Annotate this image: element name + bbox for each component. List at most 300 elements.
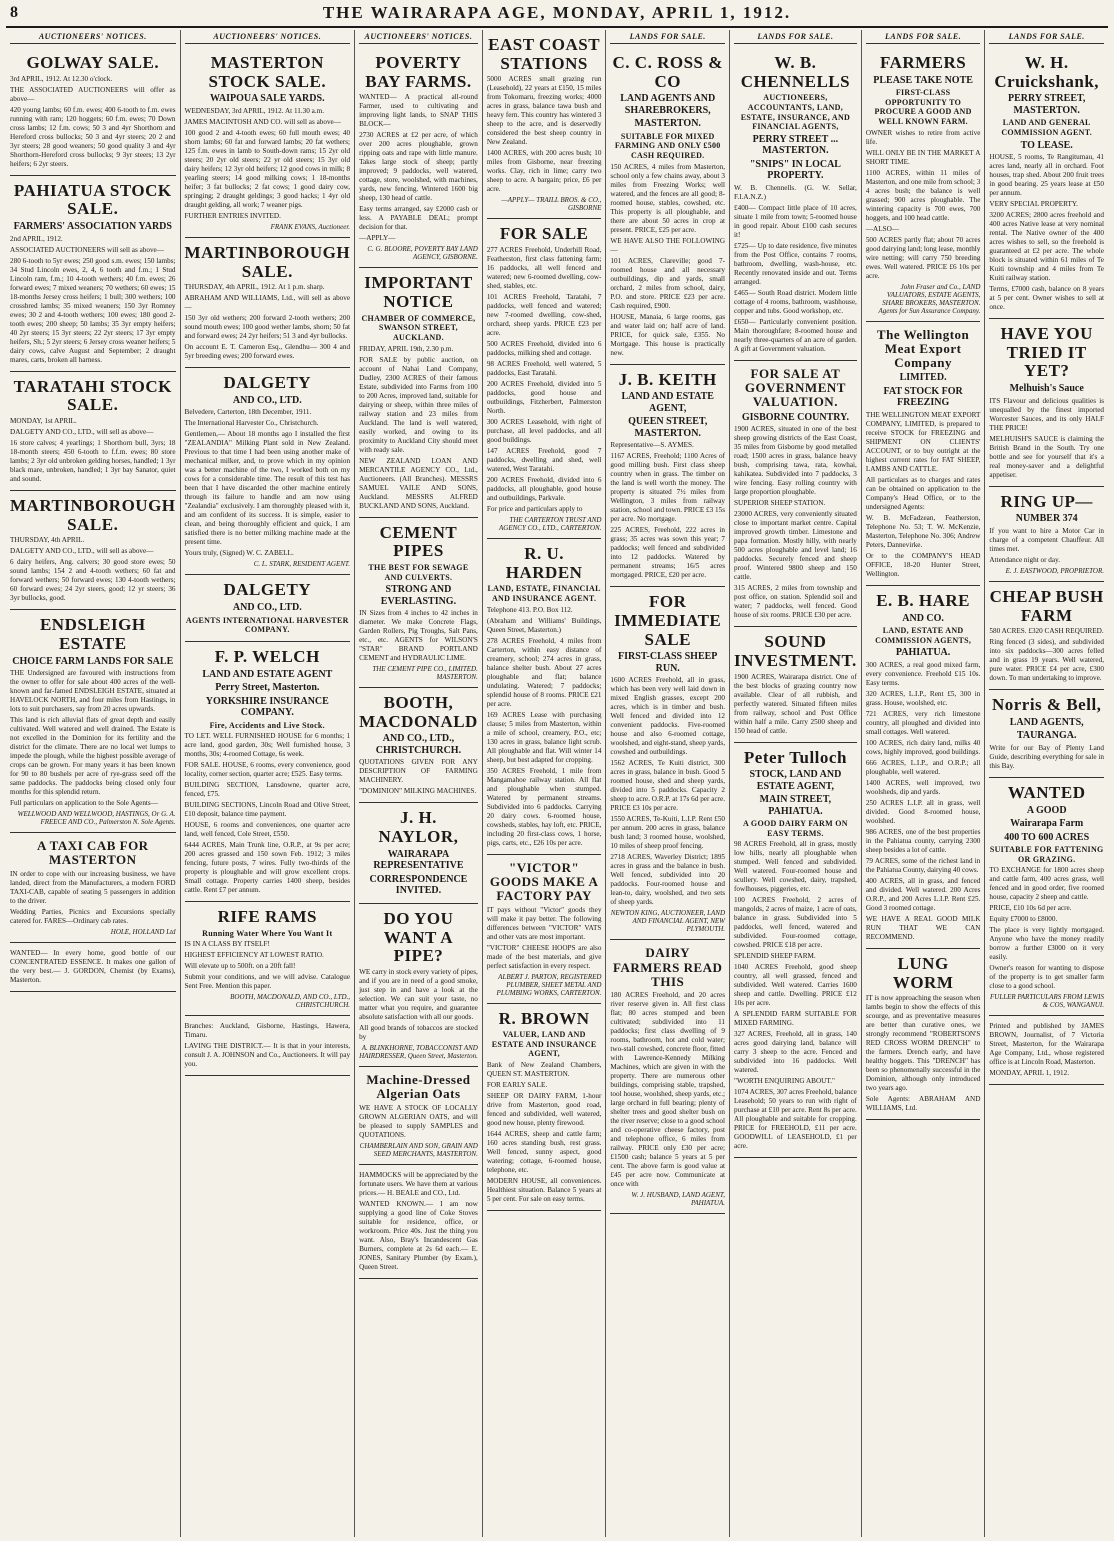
ad-paragraph: All good brands of tobaccos are stocked by (359, 1023, 478, 1041)
ad-paragraph: JAMES MACINTOSH AND CO. will sell as above— (184, 117, 341, 126)
ad-title: The Wellington Meat Export Company (876, 326, 970, 371)
ad-subheading: LAND AGENTS, (1009, 716, 1084, 728)
ad-paragraph: FRIDAY, APRIL 19th, 2.30 p.m. (359, 344, 454, 353)
ad-paragraph: Easy terms arranged, say £2000 cash or less. A PAYABLE DEAL; prompt decision for that. (359, 205, 478, 232)
advertisement (610, 940, 725, 1214)
column-heading: AUCTIONEERS' NOTICES. (185, 30, 351, 44)
advertisement (734, 743, 857, 1159)
ad-paragraph: 350 ACRES Freehold, 1 mile from Mangamahoe railway station. All flat and ploughable when stumped. Watered by permanent streams. Subdivided into 6 paddocks. Carrying 20 dairy cows. 6-roomed house, cowsheds, stables, hay loft, etc. PRICE, including 20 first-class cows, 1 horse, pigs, carts, etc., £26 10s per acre. (486, 766, 602, 847)
ad-paragraph: Representative—S. AYMES. (610, 441, 694, 450)
ad-paragraph: VERY SPECIAL PROPERTY. (989, 200, 1078, 209)
ad-title: PAHIATUA STOCK SALE. (13, 180, 172, 219)
column-heading: AUCTIONEERS' NOTICES. (359, 30, 478, 44)
ad-title: FOR SALE (499, 224, 589, 244)
ad-subheading: TO LEASE. (1020, 139, 1073, 151)
column-3 (355, 30, 483, 1537)
ad-subheading: Perry Street, Masterton. (215, 682, 320, 693)
ad-paragraph: THURSDAY, 4th APRIL, 1912. At 1 p.m. sharp. (184, 283, 325, 292)
ad-paragraph: WANTED— In every home, good bottle of our CONCENTRATED ESSENCE. It makes one gallon of the very best.— J. GORDON, Chemist (by Exams), Masterton. (10, 948, 176, 984)
ad-paragraph: 666 ACRES, L.I.P., and O.R.P.; all ploughable, well watered. (865, 758, 981, 776)
advertisement (487, 539, 602, 855)
ad-paragraph: W. B. Chennells. (G. W. Sellar, F.I.A.N.Z.) (734, 183, 857, 201)
column-heading: LANDS FOR SALE. (989, 30, 1104, 44)
ad-subheading: AND CO., LTD. (232, 602, 302, 614)
ad-signature: ALBERT J. PARTON, REGISTERED PLUMBER, SHEET METAL AND PLUMBING WORKS, CARTERTON. (496, 972, 602, 997)
ad-subheading: STRONG AND EVERLASTING. (380, 584, 457, 607)
ad-subheading: FIRST-CLASS SHEEP RUN. (618, 651, 718, 674)
ad-subheading: AND CO., LTD., CHRISTCHURCH. (375, 733, 462, 756)
ad-subheading: VALUER, LAND AND ESTATE AND INSURANCE AGENT, (491, 1030, 597, 1059)
ad-paragraph: If you want to hire a Motor Car in charge of a competent Chauffeur. All times met. (989, 526, 1104, 553)
ad-paragraph: 225 ACRES, Freehold, 222 acres in grass; 35 acres was sown this year; 7 paddocks; well fenced and subdivided into 12 paddocks. Watered by permanent streams; 16/5 acres mortgaged. PRICE, £20 per acre. (610, 526, 726, 580)
ad-paragraph: £400— Compact little place of 10 acres, situate 1 mile from town; 5-roomed house in good repair. About £100 cash secures it! (734, 203, 857, 239)
advertisement (866, 949, 981, 1120)
ad-signature: FRANK EVANS, Auctioneer. (270, 222, 351, 231)
ad-title: DAIRY FARMERS READ THIS (613, 945, 723, 989)
advertisement (989, 487, 1104, 582)
ad-paragraph: 1600 ACRES Freehold, all in grass, which has been very well laid down in mixed English grasses, except 200 acres, which is in timber and bush. Well fenced and divided into 12 convenient paddocks. Five-roomed house and also 6-roomed cottage, woolshed, and eight-stand, sheep yards, cowshed and outbuildings. (610, 676, 726, 757)
ad-paragraph: 250 ACRES L.I.P. all in grass, well divided. Good 8-roomed house, woolshed. (865, 798, 981, 825)
ad-paragraph: 580 ACRES. £320 CASH REQUIRED. (989, 627, 1104, 636)
ad-paragraph: Terms, £7000 cash, balance on 8 years at 5 per cent. Owner wishes to sell at once. (989, 285, 1104, 312)
ad-subheading: CHOICE FARM LANDS FOR SALE (12, 655, 174, 667)
ad-paragraph: BUILDING SECTION, Lansdowne, quarter acre, fenced, £75. (184, 781, 351, 799)
columns-container (6, 30, 1108, 1537)
ad-paragraph: —ALSO— (865, 224, 899, 233)
ad-paragraph: FOR SALE. HOUSE, 6 rooms, every convenience, good locality, corner section, quarter acre; £525. Easy terms. (184, 761, 351, 779)
ad-signature: FULLER PARTICULARS FROM LEWIS & COS, WANGANUI. (989, 993, 1104, 1010)
ad-subheading: MASTERTON. (634, 118, 701, 130)
ad-paragraph: WANTED— A practical all-round Farmer, used to cultivating and improving light lands, to SNAP THIS BLOCK— (359, 93, 478, 129)
ad-subheading: CHAMBER OF COMMERCE, SWANSON STREET, AUCKLAND. (361, 313, 476, 342)
ad-paragraph: 1550 ACRES, Te-Kuiti, L.I.P. Rent £50 per annum. 200 acres in grass, balance bush land; 3 roomed house, woolshed, 10 miles of sheep proof fencing. (610, 815, 726, 851)
ad-paragraph: IN order to cope with our increasing business, we have landed, direct from the Manufacturers, a modern FORD TAXI-CAB, capable of seating 5 passengers in addition to the driver. (10, 869, 176, 905)
ad-paragraph: —APPLY— (359, 234, 396, 243)
advertisement (10, 176, 176, 372)
ad-title: A TAXI CAB FOR MASTERTON (36, 838, 149, 868)
advertisement (989, 1016, 1104, 1085)
ad-paragraph: SHEEP OR DAIRY FARM, 1-hour drive from Masterton, good road, fenced and subdivided, well watered, good new house, plenty firewood. (486, 1091, 602, 1127)
ad-paragraph: 278 ACRES Freehold, 4 miles from Carterton, within easy distance of creamery, school; 274 acres in grass, balance shelter bush. About 27 acres ploughable and flat; balance undulating. Watered; 7 paddocks; splendid house of 8 rooms. PRICE £21 per acre. (486, 636, 602, 708)
column-7 (862, 30, 986, 1537)
ad-title: MARTINBOROUGH SALE. (184, 242, 351, 281)
advertisement (359, 518, 478, 689)
ad-paragraph: Equity £7000 to £8000. (989, 915, 1058, 924)
ad-paragraph: HAMMOCKS will be appreciated by the fortunate users. We have them at various prices.— H. BEALE and CO., Ltd. (359, 1170, 478, 1197)
ad-title: RING UP— (1000, 491, 1093, 511)
ad-paragraph: On account E. T. Cameron Esq., Glendhu— 300 4 and 5yr breeding ewes; 200 forward ewes. (184, 343, 351, 361)
ad-subheading: LAND AND ESTATE AGENT, (621, 391, 714, 414)
column-heading: LANDS FOR SALE. (734, 30, 857, 44)
advertisement (10, 48, 176, 176)
advertisement (185, 1016, 351, 1076)
ad-subheading: PLEASE TAKE NOTE (873, 74, 973, 86)
ad-paragraph: DALGETY AND CO., LTD., will sell as above— (10, 547, 154, 556)
ad-title: R. BROWN (498, 1008, 590, 1028)
ad-paragraph: 1562 ACRES, Te Kuiti district, 300 acres in grass, balance in bush. Good 5 roomed house, shed and sheep yards, divided into 5 paddocks. Capacity 2 sheep to acre. O.R.P. at 17s 6d per acre. PRICE £3 10s per acre. (610, 759, 726, 813)
ad-paragraph: FURTHER ENTRIES INVITED. (184, 211, 281, 220)
advertisement (359, 1165, 478, 1279)
ad-title: Peter Tulloch (743, 747, 847, 767)
ad-paragraph: MODERN HOUSE, all conveniences. Healthiest situation. Balance 5 years at 5 per cent. For sale on easy terms. (486, 1176, 602, 1203)
ad-paragraph: SPLENDID SHEEP FARM. (734, 952, 816, 961)
ad-title: F. P. WELCH (214, 646, 320, 666)
ad-paragraph: 327 ACRES, Freehold, all in grass, 140 acres good dairying land, balance will carry 3 sheep to the acre. Fenced and subdivided into 16 paddocks. Well watered. (734, 1030, 857, 1075)
ad-title: ENDSLEIGH ESTATE (39, 615, 146, 653)
ad-paragraph: Printed and published by JAMES BROWN, Journalist, of 7 Victoria Street, Masterton, for the Wairarapa Age Company, Ltd., whose registered office is at Lincoln Road, Masterton. (989, 1022, 1104, 1067)
ad-subheading: PERRY STREET, MASTERTON. (1007, 93, 1086, 116)
ad-subheading: FIRST-CLASS OPPORTUNITY TO PROCURE A GOOD AND WELL KNOWN FARM. (874, 88, 972, 126)
advertisement (734, 48, 857, 361)
ad-paragraph: 420 young lambs; 60 f.m. ewes; 400 6-tooth to f.m. ewes running with ram; 120 hoggets; 60 f.m. ewes; 70 Down cross lambs; 12 f.m. cows; 50 3 and 4yr Shorthorn and Hereford cross bullocks; 50 3 and 4yr steers; 20 2 and 3yr steers; 28 good weaners; 50 good quality 3 and 4yr Shorthorn-Hereford cross bullocks; 9 3yr steers; 13 2yr heifers; 6 2yr steers. (10, 105, 176, 168)
ad-paragraph: 400 ACRES, all in grass, and fenced and divided. Well watered. 200 Acres O.R.P., and 200 Acres L.I.P. Rent £25. Good 3 roomed cottage. (865, 876, 981, 912)
ad-paragraph: Full particulars on application to the Sole Agents— (10, 799, 158, 808)
ad-paragraph: WE HAVE A STOCK OF LOCALLY GROWN ALGERIAN OATS, and will be pleased to supply SAMPLES and QUOTATIONS. (359, 1103, 478, 1139)
page-number: 8 (10, 4, 18, 21)
ad-subheading: FARMERS' ASSOCIATION YARDS (13, 221, 172, 233)
ad-title: DALGETY (223, 580, 312, 600)
ad-title: Machine-Dressed Algerian Oats (366, 1071, 471, 1102)
ad-title: MARTINBOROUGH SALE. (10, 495, 176, 534)
advertisement (185, 368, 351, 575)
ad-paragraph: Telephone 413. P.O. Box 112. (486, 605, 573, 614)
ad-paragraph: Wedding Parties, Picnics and Excursions specially catered for. FARES—Ordinary cab rates. (10, 907, 176, 925)
advertisement (866, 322, 981, 586)
ad-paragraph: For price and particulars apply to (486, 505, 583, 514)
ad-subheading: LIMITED. (899, 372, 947, 384)
column-4 (483, 30, 607, 1537)
ad-subheading: AND CO. (902, 612, 944, 624)
ad-signature: NEWTON KING, AUCTIONEER, LAND AND FINANCIAL AGENT, NEW PLYMOUTH. (610, 909, 726, 934)
ad-paragraph: 3200 ACRES; 2800 acres freehold and 400 acres Native lease at very nominal rental. The Native owner of the 400 acres wishes to sell, so the freehold is guaranteed at £2 per acre. The whole block is situated within 61 miles of Te Kuiti township and 4 miles from Te Kuiti railway station. (989, 211, 1104, 283)
advertisement (359, 688, 478, 803)
ad-subheading: Running Water Where You Want It (202, 928, 333, 938)
ad-paragraph: IS IN A CLASS BY ITSELF! (184, 940, 270, 949)
advertisement (185, 902, 351, 1016)
ad-paragraph: Bank of New Zealand Chambers, QUEEN ST. MASTERTON. (486, 1060, 602, 1078)
ad-subheading: AUCTIONEERS, ACCOUNTANTS, LAND, ESTATE, INSURANCE, AND FINANCIAL AGENTS, (740, 93, 851, 132)
ad-paragraph: 79 ACRES, some of the richest land in the Pahiatua County, dairying 40 cows. (865, 856, 981, 874)
advertisement (10, 491, 176, 610)
advertisement (487, 30, 602, 219)
ad-paragraph: 98 ACRES Freehold, well watered, 5 paddocks, East Taratahi. (486, 360, 602, 378)
ad-signature: THE CEMENT PIPE CO., LIMITED. MASTERTON. (372, 665, 478, 682)
ad-subheading: GISBORNE COUNTRY. (741, 411, 849, 423)
ad-title: W. H. Cruickshank, (994, 53, 1100, 91)
ad-paragraph: QUOTATIONS GIVEN FOR ANY DESCRIPTION OF FARMING MACHINERY. (359, 758, 478, 785)
ad-subheading: YORKSHIRE INSURANCE COMPANY. (205, 695, 329, 718)
ad-paragraph: 1100 ACRES, within 11 miles of Masterton, and one mile from school; 3 4 acres bush; the balance is well grassed; 900 acres ploughable. The wintering capacity is 700 ewes, 700 hoggets, and 100 head cattle. (865, 168, 981, 222)
ad-paragraph: HOUSE, 5 rooms, Te Rangitumau, 41 acres land, nearly all in orchard. Foot houses, trap shed. About 200 fruit trees in good bearing. 25 years lease at £50 per annum. (989, 153, 1104, 198)
ad-paragraph: 169 ACRES Lease with purchasing clause; 5 miles from Masterton, within a mile of school, creamery, P.O., etc; 130 acres in grass, balance light scrub. All ploughable and flat. Will winter 14 sheep, but best adapted for cropping. (486, 710, 602, 764)
ad-paragraph: PRICE, £10 10s 6d per acre. (989, 904, 1072, 913)
ad-paragraph: Will elevate up to 500ft. on a 20ft fall! (184, 962, 296, 971)
ad-subheading: PERRY STREET ... MASTERTON. (752, 133, 839, 157)
ad-paragraph: ITS Flavour and delicious qualities is unequalled by the finest imported Worcester Sauces, and its only HALF THE PRICE! (989, 396, 1104, 432)
ad-paragraph: IT pays without "Victor" goods they will make it pay better. The following differences between "VICTOR" VATS and other vats are most important. (486, 905, 602, 941)
ad-title: WANTED (1007, 782, 1086, 802)
ad-subheading: "SNIPS" IN LOCAL PROPERTY. (749, 158, 841, 182)
ad-subheading: MAIN STREET, PAHIATUA. (759, 794, 832, 817)
ad-title: J. H. NAYLOR, (378, 808, 459, 847)
ad-subheading: Melhuish's Sauce (1009, 383, 1084, 395)
ad-paragraph: 2730 ACRES at £2 per acre, of which over 200 acres ploughable, grown ripping oats and rape with little manure. Takes large stock of sheep; partly improved; 9 paddocks, well watered, cottage, store, woolshed, with machines, yards, new fencing. Wintered 1600 big sheep, 130 head of cattle. (359, 131, 478, 203)
ad-paragraph: MELHUISH'S SAUCE is claiming the British Brand in the South. Try one bottle and see for yourself that it's a real money-saver and a delightful appetiser. (989, 434, 1104, 479)
ad-paragraph: 2718 ACRES, Waverley District; 1895 acres in grass and the balance in bush. Well fenced, subdivided into 20 paddocks. Four-roomed house and lean-to, dairy, woolshed, and two sets of sheep yards. (610, 853, 726, 907)
advertisement (10, 833, 176, 943)
ad-paragraph: "VICTOR" CHEESE HOOPS are also made of the best materials, and give perfect satisfaction in every respect. (486, 943, 602, 970)
ad-paragraph: (Abraham and Williams' Buildings, Queen Street, Masterton.) (486, 616, 602, 634)
ad-paragraph: WE carry in stock every variety of pipes, and if you are in need of a good smoke, just step in and have a look at the selection. We can suit your taste, no matter what you require, and guarantee absolute satisfaction with all our goods. (359, 967, 478, 1021)
ad-signature: CHAMBERLAIN AND SON, GRAIN AND SEED MERCHANTS, MASTERTON. (359, 1141, 478, 1158)
ad-paragraph: 200 ACRES Freehold, divided into 6 paddocks, all ploughable, good house and outbuildings, Parkvale. (486, 476, 602, 503)
ad-paragraph: 1900 ACRES, Wairarapa district. One of the best blocks of grazing country now available. Clear of all rubbish, and perfectly watered. Situated fifteen miles from railway, school and Post Office within half a mile. Carry 2500 sheep and 150 head of cattle. (734, 672, 857, 735)
advertisement (989, 778, 1104, 1016)
ad-title: MASTERTON STOCK SALE. (208, 53, 327, 91)
ad-subheading: THE BEST FOR SEWAGE AND CULVERTS. (368, 562, 469, 582)
advertisement (610, 587, 725, 940)
ad-paragraph: £725— Up to date residence, five minutes from the Post Office, contains 7 rooms, bathroom, dwelling, wash-house, etc. Recently renovated inside and out. Terms arranged. (734, 241, 857, 286)
ad-paragraph: HOUSE, 6 rooms and conveniences, one quarter acre land, well fenced, Cole Street, £550. (184, 821, 351, 839)
ad-subheading: LAND AND ESTATE AGENT (202, 668, 333, 680)
ad-paragraph: FOR SALE by public auction, on account of Nahai Land Company, Dudley, 2300 ACRES of their famous Estate, subdivided into Farms from 100 to 200 Acres, improved land, suitable for dairying or sheep, within three miles of railway station and 23 miles from Auckland. The land is well watered, easily worked, and owing to its proximity to Auckland City should meet with ready sale. (359, 355, 478, 454)
ad-title: EAST COAST STATIONS (488, 35, 601, 73)
column-5 (606, 30, 730, 1537)
ad-paragraph: "WORTH ENQUIRING ABOUT." (734, 1077, 835, 1086)
ad-paragraph: Write for our Bay of Plenty Land Guide, describing everything for sale in this Bay. (989, 743, 1104, 770)
ad-paragraph: The International Harvester Co., Christchurch. (184, 419, 319, 428)
ad-paragraph: ABRAHAM AND WILLIAMS, Ltd., will sell as above— (184, 294, 351, 312)
column-8 (985, 30, 1108, 1537)
advertisement (487, 219, 602, 539)
advertisement (359, 48, 478, 268)
ad-title: R. U. HARDEN (505, 544, 583, 582)
ad-paragraph: 300 ACRES Leasehold, with right of purchase, all level paddocks, and all good buildings. (486, 418, 602, 445)
ad-title: DALGETY (223, 373, 312, 393)
ad-paragraph: WANTED KNOWN.— I am now supplying a good line of Coke Stoves suitable for residence, office, or workroom. Price 40s. Just the thing you want. Also, Bray's Incandescent Gas Burners, complete at 2s 6d each.— E. JONES, Sanitary Plumber (by Exam.), Queen Street. (359, 1199, 478, 1271)
ad-paragraph: 6444 ACRES, Main Trunk line, O.R.P., at 9s per acre; 200 acres grassed and 150 sown Feb. 1912; 3 miles fencing, future posts, 7 wires. Fully two-thirds of the property is ploughable and will grow excellent crops. Small cottage. Property carries 1400 sheep, besides cattle. Rent £7 per annum. (184, 841, 351, 895)
ad-paragraph: THE ASSOCIATED AUCTIONEERS will offer as above— (10, 85, 176, 103)
ad-title: TARATAHI STOCK SALE. (13, 376, 172, 415)
ad-paragraph: OWNER wishes to retire from active life. (865, 128, 981, 146)
advertisement (989, 582, 1104, 690)
ad-signature: THE CARTERTON TRUST AND AGENCY CO., LTD., CARTERTON. (499, 516, 602, 533)
ad-paragraph: NEW ZEALAND LOAN AND MERCANTILE AGENCY CO., Ltd., Auctioneers. (All Branches). MESSRS SAMUEL VAILE AND SONS, Auckland. MESSRS ALFRED BUCKLAND AND SONS, Auckland. (359, 456, 478, 510)
ad-signature: —APPLY— TRAILL BROS. & CO., GISBORNE (501, 196, 602, 213)
column-2 (181, 30, 356, 1537)
ad-paragraph: £465— South Road district. Modern little cottage of 4 rooms, bathroom, washhouse, copper and tubs. Good workshop, etc. (734, 288, 857, 315)
ad-paragraph: SUPERIOR SHEEP STATION. (734, 499, 826, 508)
ad-subheading: AGENTS INTERNATIONAL HARVESTER COMPANY. (185, 615, 349, 635)
ad-paragraph: HOUSE, Manaia, 6 large rooms, gas and water laid on; half acre of land. PRICE, for quick sale, £355. No Mortgage. This house is practically new. (610, 312, 726, 357)
advertisement (185, 642, 351, 902)
ad-title: HAVE YOU TRIED IT YET? (1000, 324, 1093, 381)
ad-subheading: LAND AGENTS AND SHAREBROKERS, (620, 93, 716, 116)
ad-subheading: Wairarapa Farm (1010, 818, 1084, 830)
newspaper-title: THE WAIRARAPA AGE, MONDAY, APRIL 1, 1912. (322, 3, 792, 22)
ad-paragraph: 1074 ACRES, 307 acres Freehold, balance Leasehold; 50 years to run with right of purchase at £10 per acre. Rent 8s per acre. All ploughable and suitable for cropping. PRICE for FREEHOLD, £11 per acre. GOODWILL of LEASEHOLD, £1 per acre. (734, 1088, 857, 1151)
ad-paragraph: MONDAY, APRIL 1, 1912. (989, 1069, 1070, 1078)
ad-subheading: SUITABLE FOR MIXED FARMING AND ONLY £500 CASH REQUIRED. (614, 131, 721, 161)
ad-paragraph: 6 dairy heifers, Ang. calvers; 30 good store ewes; 50 sound lambs; 154 2 and 4-tooth wethers; 60 fat and forward wethers; 50 forward ewes; 130 4-tooth wethers; 60 forward ewes; 24 2yr steers, good; 12 yr steers; 36 3yr bullocks, good. (10, 558, 176, 603)
ad-subheading: A GOOD (1026, 804, 1067, 816)
ad-title: FARMERS (879, 53, 967, 72)
ad-signature: John Fraser and Co., LAND VALUATORS, ESTATE AGENTS, SHARE BROKERS, MASTERTON. Agents for Sun Assurance Company. (878, 282, 981, 315)
ad-title: E. B. HARE (876, 590, 970, 610)
ad-paragraph: Sole Agents: ABRAHAM AND WILLIAMS, Ltd. (865, 1095, 981, 1113)
ad-title: W. B. CHENNELLS (740, 53, 851, 91)
ad-subheading: WAIPOUA SALE YARDS. (210, 93, 325, 105)
ad-subheading: A GOOD DAIRY FARM ON EASY TERMS. (743, 819, 848, 838)
ad-title: FOR SALE AT GOVERNMENT VALUATION. (744, 365, 846, 410)
ad-title: J. B. KEITH (618, 369, 717, 389)
ad-paragraph: 1040 ACRES Freehold, good sheep country, all well grassed, fenced and subdivided. Well watered. Carries 1600 sheep and cattle. Dwelling. PRICE £12 10s per acre. (734, 963, 857, 1008)
ad-paragraph: 200 ACRES Freehold, divided into 5 paddocks, good house and outbuildings, Fitzherbert, Palmerston North. (486, 380, 602, 416)
ad-paragraph: The place is very lightly mortgaged. Anyone who have the money readily borrow a further £3000 on it very easily. (989, 926, 1104, 962)
ad-paragraph: 500 ACRES Freehold, divided into 6 paddocks, milking shed and cottage. (486, 340, 602, 358)
ad-paragraph: HIGHEST EFFICIENCY AT LOWEST RATIO. (184, 951, 324, 960)
advertisement (359, 803, 478, 903)
ad-paragraph: 23000 ACRES, very conveniently situated close to important market centre. Capital improved growth timber. Limestone and papa formation. Mostly hilly, with nearly 500 acres ploughable and level land; 16 paddocks. Securely fenced and sheep proof. Wintered 9800 sheep and 150 cattle. (734, 510, 857, 582)
ad-paragraph: Yours truly, (Signed) W. C. ZABELL. (184, 549, 294, 558)
ad-paragraph: 1644 ACRES, sheep and cattle farm; 160 acres standing bush, rest grass. Well fenced, sunny aspect, good watering; cottage, 6-roomed house, telephone, etc. (486, 1129, 602, 1174)
column-6 (730, 30, 862, 1537)
ad-signature: W. J. HUSBAND, LAND AGENT, PAHIATUA. (631, 1191, 726, 1208)
ad-paragraph: 16 store calves; 4 yearlings; 1 Shorthorn bull, 3yrs; 18 18-month steers; 450 6-tooth to f.f.m. ewes; 80 store lambs; 2 3yr old unbroken gelding horses, handled; 1 3yr black mare, unbroken, handled; 1 3yr bay Sanator, quiet and sound. (10, 438, 176, 483)
ad-title: GOLWAY SALE. (26, 53, 160, 72)
advertisement (866, 586, 981, 949)
ad-paragraph: Owner's reason for wanting to dispose of the property is to get smaller farm close to a good school. (989, 964, 1104, 991)
ad-paragraph: WE HAVE ALSO THE FOLLOWING— (610, 236, 726, 254)
advertisement (989, 690, 1104, 778)
ad-paragraph: 147 ACRES Freehold, good 7 paddocks, dwelling and shed, well watered, West Taratahi. (486, 447, 602, 474)
ad-subheading: 400 TO 600 ACRES (1004, 831, 1090, 843)
ad-signature: A. BLINKHORNE, TOBACCONIST AND HAIRDRESSER, Queen Street, Masterton. (359, 1043, 478, 1060)
ad-paragraph: 1400 ACRES, with 200 acres bush; 10 miles from Gisborne, near freezing works. Clay, rich in lime; carry two sheep to acre. A bargain; price, £6 per acre. (486, 149, 602, 194)
advertisement (185, 575, 351, 641)
ad-signature: HOLE, HOLLAND Ltd (110, 927, 176, 936)
ad-signature: E. J. EASTWOOD, PROPRIETOR. (1005, 566, 1104, 575)
ad-subheading: LAND, ESTATE, FINANCIAL AND INSURANCE AGENT. (487, 584, 601, 604)
ad-paragraph: WILL ONLY BE IN THE MARKET A SHORT TIME. (865, 148, 981, 166)
ad-title: Norris & Bell, (991, 695, 1102, 715)
ad-paragraph: 1900 ACRES, situated in one of the best sheep growing districts of the East Coast, 35 miles from Gisborne by good metalled road; 1500 acres in grass, balance heavy bush, comprising tawa, rata, kowhai, kahikatea. Subdivided into 7 paddocks, 3 wire fencing. Easy rolling country with large proportion ploughable. (734, 425, 857, 497)
ad-subheading: CORRESPONDENCE INVITED. (369, 873, 468, 897)
ad-title: BOOTH, MACDONALD (359, 693, 478, 731)
ad-paragraph: 315 ACRES, 2 miles from township and post office, on station. Splendid soil and water; 7 paddocks, well fenced. Good house of six rooms. PRICE £30 per acre. (734, 584, 857, 620)
ad-title: POVERTY BAY FARMS. (365, 53, 472, 91)
ad-paragraph: Attendance night or day. (989, 555, 1060, 564)
ad-paragraph: THURSDAY, 4th APRIL. (10, 536, 85, 545)
column-heading: AUCTIONEERS' NOTICES. (10, 30, 176, 44)
ad-paragraph: TO LET. WELL FURNISHED HOUSE for 6 months; 1 acre land, good garden, 30s; Well furnished house, 3 months, 30s; 4-roomed Cottage, 6s week. (184, 732, 351, 759)
advertisement (610, 48, 725, 365)
ad-subheading: TAURANGA. (1016, 730, 1077, 742)
ad-paragraph: Belvedere, Carterton, 18th December, 1911. (184, 408, 312, 417)
ad-title: RIFE RAMS (217, 907, 317, 927)
ad-paragraph: 277 ACRES Freehold, Underhill Road, Featherston, first class fattening farm; 16 paddocks, all well fenced and watered; new 6-roomed dwelling, cow-shed, stables, etc. (486, 246, 602, 291)
ad-paragraph: 300 ACRES, a real good mixed farm, every convenience. Freehold £15 10s. Easy terms. (865, 660, 981, 687)
advertisement (359, 1067, 478, 1165)
ad-subheading: WAIRARAPA REPRESENTATIVE (373, 848, 464, 872)
ad-subheading: AND CO., LTD. (232, 394, 302, 406)
ad-paragraph: "DOMINION" MILKING MACHINES. (359, 787, 477, 796)
ad-paragraph: IT is now approaching the season when lambs begin to show the effects of this scourge, and as preventative measures are better than curative ones, we strongly recommend "ROBERTSON'S RED CROSS WORM DRENCH" to the farmers. Drench early, and have healthy hoggets. This "DRENCH" has been so phenomenally successful in the Dominion, although only introduced two years ago. (865, 994, 981, 1093)
ad-paragraph: 100 ACRES Freehold, 2 acres of mangolds, 2 acres of maize, 1 acre of oats, balance in grass. Subdivided into 5 paddocks, well fenced, watered and subdivided. Four-roomed cottage, cowshed. PRICE £18 per acre. (734, 896, 857, 950)
ad-subheading: NUMBER 374 (1015, 513, 1078, 525)
advertisement (989, 48, 1104, 319)
ad-paragraph: 100 ACRES, rich dairy land, milks 40 cows, highly improved, good buildings. (865, 738, 981, 756)
ad-paragraph: 101 ACRES Freehold, Taratahi, 7 paddocks, well fenced and watered; new 7-roomed dwelling, cow-shed, orchard, sheep yards. PRICE £23 per acre. (486, 293, 602, 338)
advertisement (487, 1004, 602, 1211)
ad-paragraph: 500 ACRES partly flat; about 70 acres good dairying land; long lease, monthly wire netting; will carry 750 breeding ewes. Well watered. PRICE £6 10s per acre. (865, 235, 981, 280)
ad-subheading: FAT STOCK FOR FREEZING (883, 385, 963, 409)
column-heading: LANDS FOR SALE. (610, 30, 725, 44)
ad-paragraph: Branches: Auckland, Gisborne, Hastings, Hawera, Timaru. (184, 1022, 351, 1040)
ad-subheading: LAND AND GENERAL COMMISSION AGENT. (1001, 118, 1093, 137)
ad-paragraph: 320 ACRES, L.I.P., Rent £5, 300 in grass. House, woolshed, etc. (865, 689, 981, 707)
ad-title: SOUND INVESTMENT. (734, 632, 857, 670)
ad-paragraph: All particulars as to charges and rates can be obtained on application to the Company's Head Office, or to the undersigned Agents: (865, 475, 981, 511)
advertisement (359, 268, 478, 517)
masthead (6, 0, 1108, 28)
ad-paragraph: 1400 ACRES, well improved, two woolsheds, dip and yards. (865, 778, 981, 796)
ad-paragraph: 2nd APRIL, 1912. (10, 234, 63, 243)
ad-paragraph: A SPLENDID FARM SUITABLE FOR MIXED FARMING. (734, 1010, 857, 1028)
ad-paragraph: IN Sizes from 4 inches to 42 inches in diameter. We make Concrete Flags, Garden Rollers, Pig Troughs, Salt Pans, etc., etc. AGENTS for WILSON'S "STAR" BRAND PORTLAND CEMENT and HYDRAULIC LIME. (359, 609, 478, 663)
ad-paragraph: This land is rich alluvial flats of great depth and easily cultivated. Well watered and well drained. The Estate is not excelled in the Dominion for its fertility and the district for the climate. There are no local wet lumps to impede the plough, while the highest possible average of crops can be grown. For many years it has been known for 90 to 80 bushels per acre of rye-grass seed off the same paddocks. The paddocks being closed only four months for this splendid return. (10, 716, 176, 797)
ad-paragraph: 280 6-tooth to 5yr ewes; 250 good s.m. ewes; 150 lambs; 34 Stud Lincoln ewes, 2, 4, 6 tooth and f.m.; 1 Stud Lincoln ram, f.m.; 10 4-tooth wethers; 40 f.m. ewes; 26 forward ewes; 7 mixed weaners; 70 wethers; 60 ewes; 15 18-months Jersey cross heifers; 1 bull; 300 wethers; 100 crossbred lambs; 35 mixed weaners; 150 3yr Romney ewes; 30 2 and 4-tooth wethers; 100 ewes; 180 good 2-tooth ewes; 200 sheep; 50 lambs; 35 3yr empty heifers; 40 2yr steers; 15 3yr steers; 22 2yr steers; 17 3yr empty heifers, Sh.; 5 2yr steers; 6 Jersey cross weaner heifers; 5 dairy cows, calve August and September; 2 draught mares, carts, broken all harness. (10, 256, 176, 364)
advertisement (734, 361, 857, 627)
ad-paragraph: 5000 ACRES small grazing run (Leasehold), 22 years at £150, 15 miles from Tokomaru, freezing works; 4000 acres in grass, balance tawa bush and heavy fern. This country has wintered 3 sheep to the acre, and is deservedly considered the best sheep country in New Zealand. (486, 75, 602, 147)
ad-paragraph: 3rd APRIL, 1912. At 12.30 o'clock. (10, 74, 113, 83)
ad-paragraph: 150 3yr old wethers; 200 forward 2-tooth wethers; 200 sound mouth ewes; 100 good wether lambs, shorn; 50 fat and forward ewes; 24 2yr heifers; 51 3 and 4yr bullocks. (184, 314, 351, 341)
advertisement (10, 610, 176, 833)
ad-title: CHEAP BUSH FARM (989, 586, 1104, 625)
ad-subheading: QUEEN STREET, MASTERTON. (628, 416, 708, 439)
ad-paragraph: LAVING THE DISTRICT.— It is that in your interests, consult J. A. JOHNSON and Co., Auctioneers. It will pay you. (184, 1042, 351, 1069)
advertisement (487, 855, 602, 1004)
ad-paragraph: THE Undersigned are favoured with instructions from the owner to offer for sale about 400 acres of the well-known and far-famed ENDSLEIGH ESTATE, situated at HAVELOCK NORTH, and four miles from Hastings, in lots to suit purchasers, say from 20 acres upwards. (10, 669, 176, 714)
ad-paragraph: TO EXCHANGE for 1800 acres sheep and cattle farm, 400 acres grass, well fenced and in good order, five roomed house, capacity 2 sheep and cattle. (989, 866, 1104, 902)
ad-paragraph: 180 ACRES Freehold, and 20 acres river reserve given in. All first class flat; 80 acres stumped and been cultivated; subdivided into 11 paddocks; first class dwelling of 9 rooms, bathroom, hot and cold water; two-stall cowshed, concrete floor, fitted with Lawrence-Kennedy Milking Machines, which are given in with the property. There are numerous other buildings, comprising stable, trapshed, tool house, woolshed, sheep yards, etc.; large orchard in full bearing; plenty of shelter trees and good shelter bush on the river reserve; close to a good school and co-operative cheese factory, post and telephone office, 6 miles from railway. PRICE only £30 per acre; £1500 cash; balance 5 years at 5 per cent. The above farm is good value at £45 per acre now. Communicate at once with (610, 991, 726, 1189)
ad-signature: WELLWOOD AND WELLWOOD, HASTINGS, Or G. A. FREECE AND CO., Palmerston N. Sole Agents. (17, 810, 176, 827)
ad-subheading: STOCK, LAND AND ESTATE AGENT, (749, 769, 842, 792)
ad-title: IMPORTANT NOTICE (364, 273, 473, 312)
ad-paragraph: FOR EARLY SALE. (486, 1080, 548, 1089)
ad-signature: C. G. BLOORE, POVERTY BAY LAND AGENCY, GISBORNE. (367, 245, 478, 262)
ad-title: DO YOU WANT A PIPE? (383, 908, 454, 966)
ad-paragraph: Gentlemen,— About 18 months ago I installed the first "ZEALANDIA" Milking Plant sold in New Zealand. Previous to that time I had been using another make of mechanical milker, and, to prove which in my opinion was a better machine of the two, I worked both on my cows for a considerable time. The result of this test has been that I have discarded the other machine entirely through its failure to handle and am now using "Zealandia" exclusively. I am thoroughly pleased with it, and am confident of its success. It is simple, easier to clean, and being thoroughly efficient and quick, I am satisfied there is no better milking machine made at the present time. (184, 430, 351, 547)
ad-paragraph: WEDNESDAY, 3rd APRIL, 1912. At 11.30 a.m. (184, 106, 325, 115)
ad-paragraph: BUILDING SECTIONS, Lincoln Road and Olive Street, £10 deposit, balance time payment. (184, 801, 351, 819)
ad-paragraph: WE HAVE A REAL GOOD MILK RUN THAT WE CAN RECOMMEND. (865, 914, 981, 941)
advertisement (610, 365, 725, 588)
ad-paragraph: 986 ACRES, one of the best properties in the Pahiatua county, carrying 2300 sheep besides a lot of cattle. (865, 827, 981, 854)
advertisement (10, 943, 176, 992)
advertisement (10, 372, 176, 491)
ad-subheading: Fire, Accidents and Live Stock. (209, 720, 325, 730)
ad-subheading: LAND, ESTATE AND COMMISSION AGENTS, (875, 626, 972, 645)
ad-title: FOR IMMEDIATE SALE (614, 592, 722, 649)
ad-paragraph: 150 ACRES, 4 miles from Masterton, school only a few chains away, about 3 miles from Freezing Works; well watered, and the fences are all good; 8-roomed house, stables, cowshed, etc. This property is all ploughable, and there are about 50 acres in crop at present. PRICE, £25 per acre. (610, 162, 726, 234)
advertisement (989, 319, 1104, 487)
advertisement (185, 238, 351, 368)
ad-title: CEMENT PIPES (379, 522, 458, 561)
ad-subheading: SUITABLE FOR FATTENING OR GRAZING. (989, 845, 1104, 864)
ad-paragraph: 101 ACRES, Clareville; good 7-roomed house and all necessary outbuildings, dip and yards, small orchard, 2 miles from school, dairy, P.O. and store. PRICE £23 per acre. Cash required, £900. (610, 256, 726, 310)
advertisement (185, 48, 351, 238)
